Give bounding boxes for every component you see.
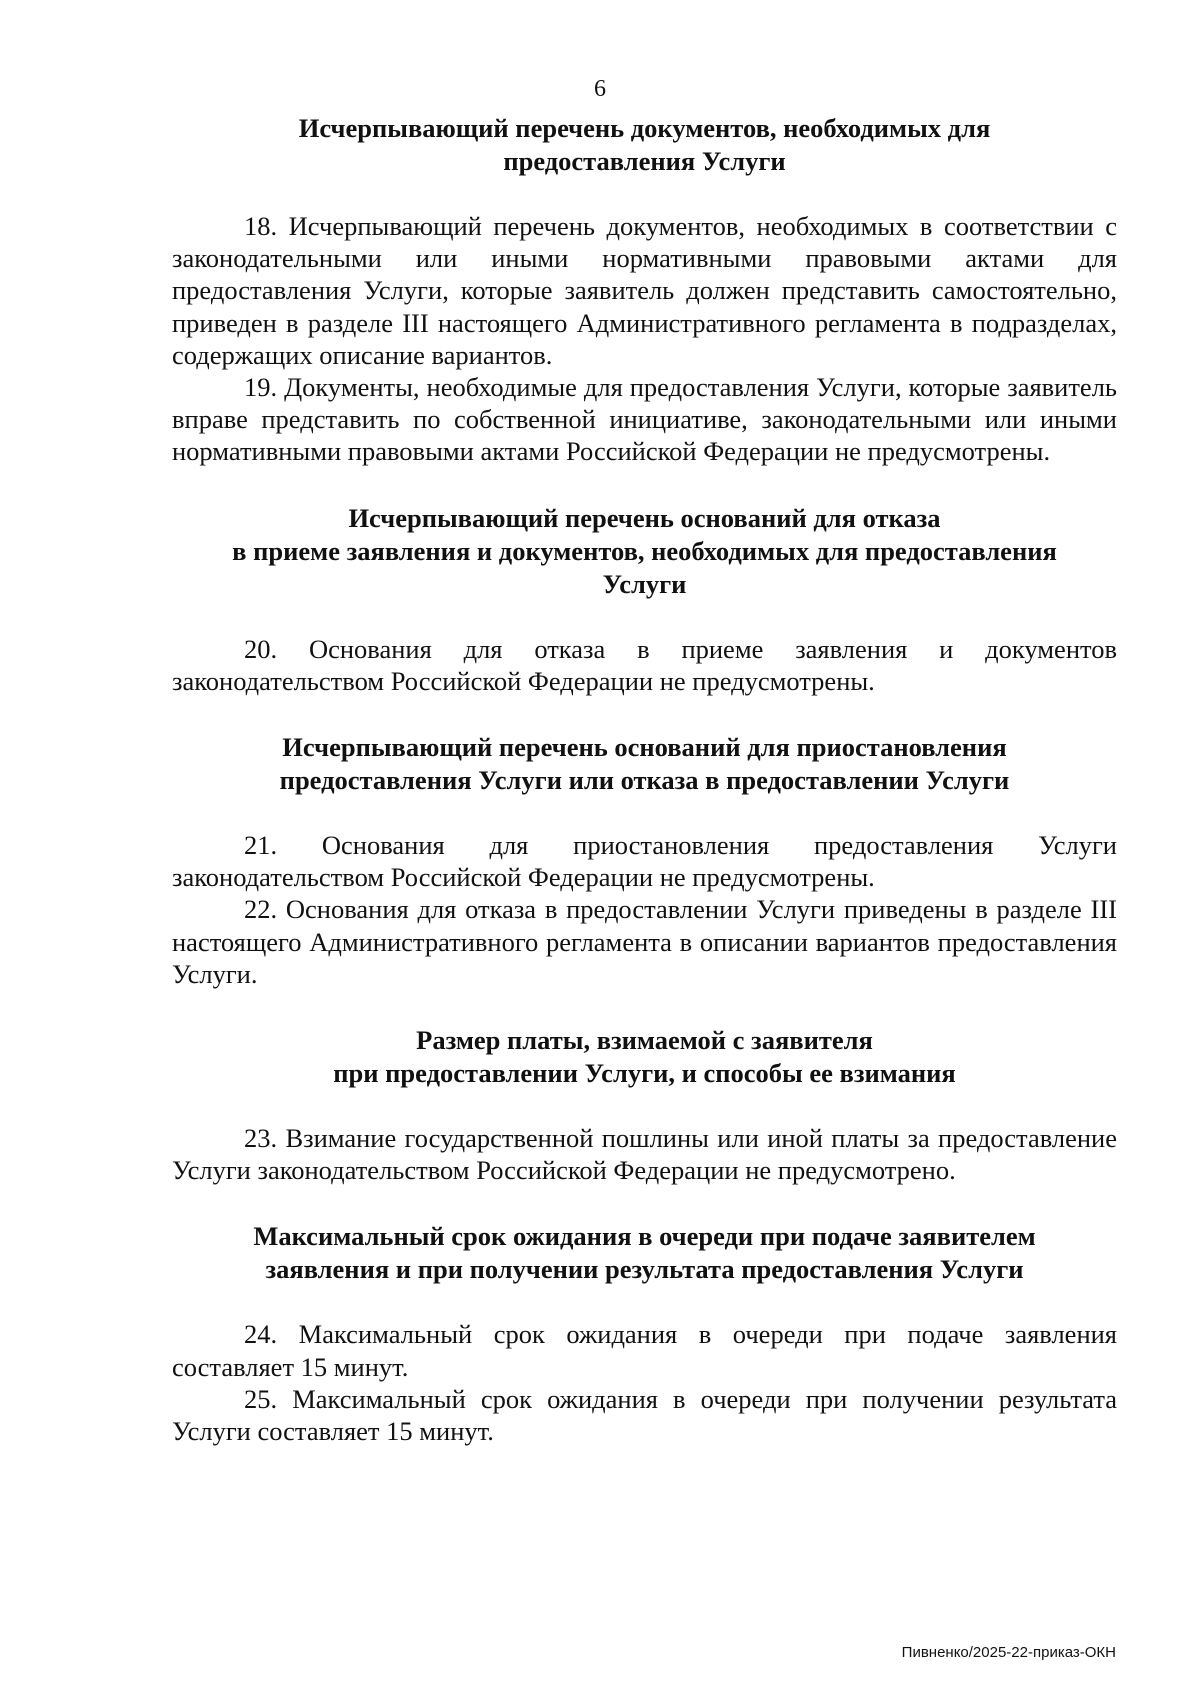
paragraph-25: 25. Максимальный срок ожидания в очереди при получении результата Услуги составляет 15 минут. bbox=[172, 1383, 1117, 1447]
paragraph-23: 23. Взимание государственной пошлины или иной платы за предоставление Услуги законодательством Российской Федерации не предусмотрено. bbox=[172, 1123, 1117, 1186]
section-title-line: при предоставлении Услуги, и способы ее взимания bbox=[333, 1058, 956, 1089]
section-title-line: предоставления Услуги bbox=[503, 146, 786, 176]
paragraph-22: 22. Основания для отказа в предоставлении Услуги приведены в разделе III настоящего Административного регламента в описании вариантов предоставления Услуги. bbox=[172, 894, 1117, 989]
section-title-fee bbox=[172, 1024, 1117, 1090]
section-title-documents bbox=[172, 112, 1117, 178]
page-content bbox=[172, 112, 1117, 1447]
section-title-refusal-grounds bbox=[172, 502, 1117, 601]
section-title-line: предоставления Услуги или отказа в предоставлении Услуги bbox=[279, 765, 1010, 796]
section-title-queue-time bbox=[172, 1220, 1117, 1286]
section-title-line: в приеме заявления и документов, необходимых для предоставления bbox=[232, 535, 1057, 566]
section-title-line: Исчерпывающий перечень оснований для отказа bbox=[348, 502, 941, 533]
section-title-line: Максимальный срок ожидания в очереди при подаче заявителем bbox=[253, 1221, 1036, 1252]
section-title-suspension-grounds bbox=[172, 731, 1117, 797]
paragraph-19: 19. Документы, необходимые для предоставления Услуги, которые заявитель вправе представить по собственной инициативе, законодательными или иными нормативными правовыми актами Российской Федерации не предусмотрены. bbox=[172, 372, 1117, 467]
paragraph-20: 20. Основания для отказа в приеме заявления и документов законодательством Российской Федерации не предусмотрены. bbox=[172, 633, 1117, 696]
paragraph-24: 24. Максимальный срок ожидания в очереди при подаче заявления составляет 15 минут. bbox=[172, 1319, 1117, 1382]
paragraph-18: 18. Исчерпывающий перечень документов, необходимых в соответствии с законодательными или иными нормативными правовыми актами для предоставления Услуги, которые заявитель должен представить самостоятельно, приведен в разделе III настоящего Административного регламента в подразделах, содержащих описание вариантов. bbox=[172, 211, 1117, 370]
section-title-line: Исчерпывающий перечень оснований для приостановления bbox=[282, 732, 1007, 763]
document-footer-code: Пивненко/2025-22-приказ-ОКН bbox=[901, 1644, 1116, 1661]
section-title-line: Размер платы, взимаемой с заявителя bbox=[416, 1025, 873, 1056]
section-title-line: заявления и при получении результата предоставления Услуги bbox=[265, 1254, 1024, 1285]
paragraph-21: 21. Основания для приостановления предоставления Услуги законодательством Российской Федерации не предусмотрены. bbox=[172, 830, 1117, 893]
section-title-line: Услуги bbox=[602, 568, 687, 599]
page-number: 6 bbox=[594, 76, 606, 102]
section-title-line: Исчерпывающий перечень документов, необходимых для bbox=[298, 113, 991, 143]
